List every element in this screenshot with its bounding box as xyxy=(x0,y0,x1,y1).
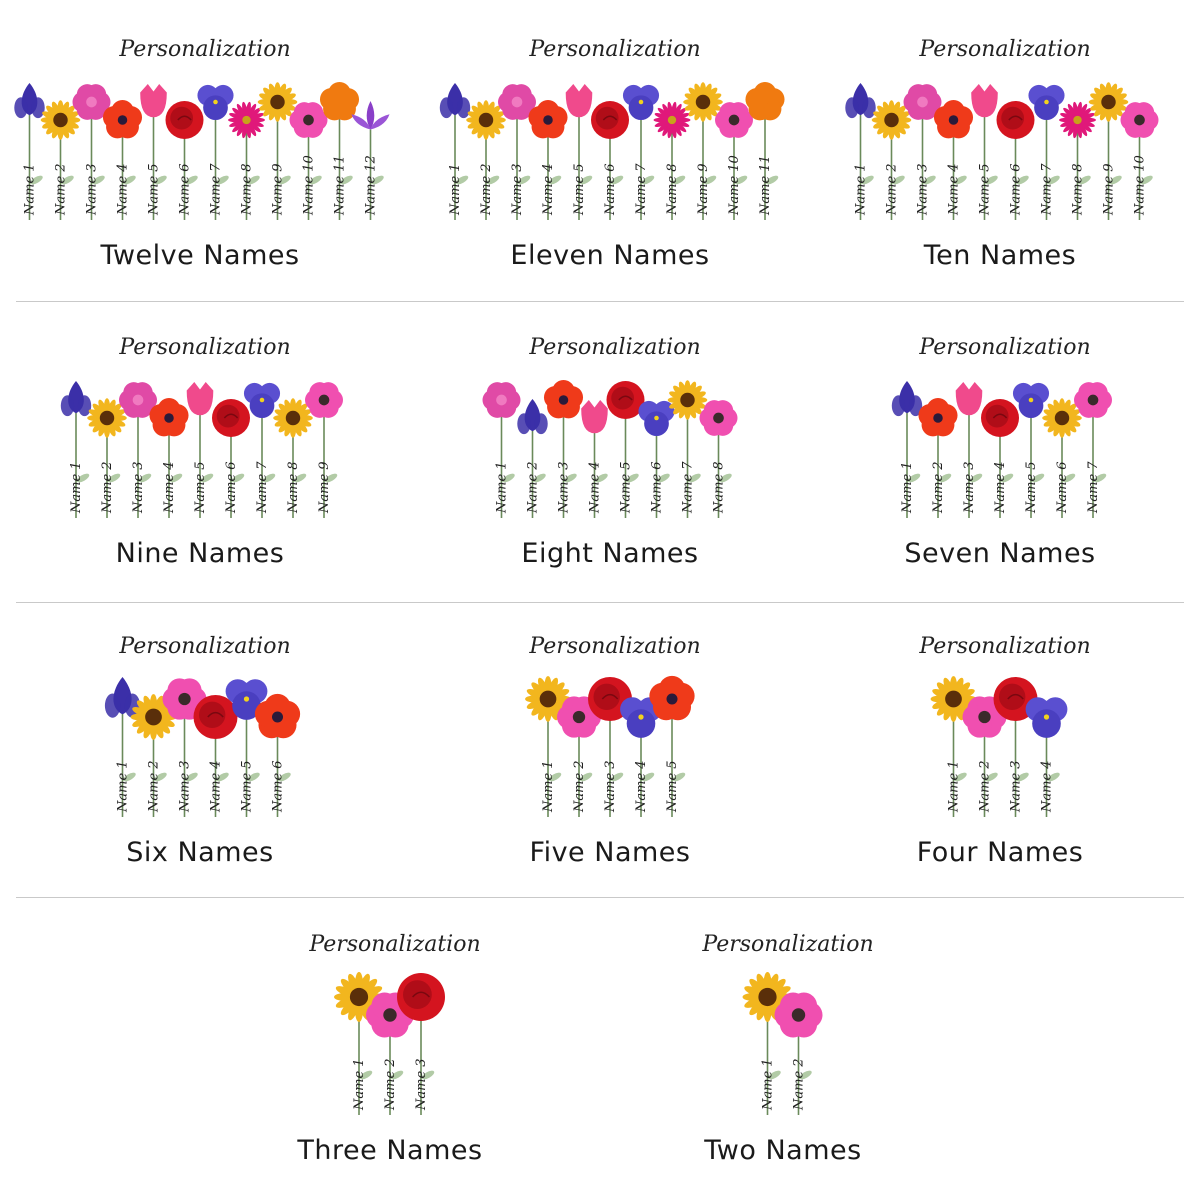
option-caption: Four Names xyxy=(916,837,1084,868)
name-label: Name 1 xyxy=(541,760,556,812)
option-eleven-names[interactable] xyxy=(410,30,810,280)
name-label: Name 3 xyxy=(177,760,193,812)
personalization-heading: Personalization xyxy=(919,37,1091,62)
option-caption: Twelve Names xyxy=(100,240,300,271)
option-seven-names[interactable] xyxy=(800,328,1200,578)
name-label: Name 3 xyxy=(414,1058,429,1110)
name-label: Name 9 xyxy=(696,163,711,215)
name-label: Name 1 xyxy=(853,163,869,215)
flower-illustration xyxy=(800,328,1200,528)
name-label: Name 6 xyxy=(603,163,618,215)
name-label: Name 6 xyxy=(224,461,239,513)
name-label: Name 3 xyxy=(84,163,100,215)
name-label: Name 3 xyxy=(510,163,525,215)
name-label: Name 8 xyxy=(239,163,255,215)
personalization-heading: Personalization xyxy=(119,335,291,360)
name-label: Name 2 xyxy=(146,760,162,812)
name-label: Name 2 xyxy=(53,163,69,215)
name-label: Name 4 xyxy=(634,760,649,812)
flower-illustration xyxy=(800,30,1200,230)
name-label: Name 10 xyxy=(1132,155,1148,215)
flower-illustration xyxy=(410,30,810,230)
option-caption: Eight Names xyxy=(521,538,699,569)
option-ten-names[interactable] xyxy=(800,30,1200,280)
name-label: Name 2 xyxy=(383,1058,398,1110)
flower-illustration xyxy=(0,328,400,528)
name-label: Name 9 xyxy=(270,163,286,215)
name-label: Name 8 xyxy=(711,461,727,513)
name-label: Name 7 xyxy=(1086,461,1101,513)
name-label: Name 1 xyxy=(900,461,915,513)
name-label: Name 11 xyxy=(758,155,773,215)
personalization-heading: Personalization xyxy=(119,37,291,62)
personalization-heading: Personalization xyxy=(919,634,1091,659)
name-label: Name 4 xyxy=(115,163,131,215)
option-three-names[interactable] xyxy=(190,925,590,1175)
name-label: Name 3 xyxy=(1008,760,1024,812)
row-divider xyxy=(16,301,1184,302)
name-label: Name 7 xyxy=(208,163,224,215)
option-caption: Seven Names xyxy=(904,538,1096,569)
name-label: Name 2 xyxy=(100,461,115,513)
name-label: Name 4 xyxy=(587,461,603,513)
option-twelve-names[interactable] xyxy=(0,30,400,280)
name-label: Name 6 xyxy=(1055,461,1070,513)
name-label: Name 5 xyxy=(146,163,162,215)
name-label: Name 2 xyxy=(572,760,587,812)
name-label: Name 5 xyxy=(665,760,680,812)
row-divider xyxy=(16,602,1184,603)
name-label: Name 1 xyxy=(352,1058,367,1110)
name-label: Name 3 xyxy=(915,163,931,215)
name-label: Name 4 xyxy=(993,461,1008,513)
personalization-heading: Personalization xyxy=(529,634,701,659)
name-label: Name 1 xyxy=(69,461,84,513)
option-eight-names[interactable] xyxy=(410,328,810,578)
name-label: Name 5 xyxy=(1024,461,1039,513)
name-label: Name 2 xyxy=(977,760,993,812)
name-label: Name 6 xyxy=(649,461,665,513)
name-label: Name 5 xyxy=(239,760,255,812)
personalization-heading: Personalization xyxy=(919,335,1091,360)
name-label: Name 2 xyxy=(479,163,494,215)
option-two-names[interactable] xyxy=(583,925,983,1175)
name-label: Name 1 xyxy=(115,760,131,812)
flower-illustration xyxy=(190,925,590,1125)
name-label: Name 4 xyxy=(208,760,224,812)
name-label: Name 5 xyxy=(572,163,587,215)
name-label: Name 2 xyxy=(525,461,541,513)
personalization-heading: Personalization xyxy=(309,932,481,957)
name-label: Name 1 xyxy=(448,163,463,215)
name-label: Name 2 xyxy=(884,163,900,215)
personalization-heading: Personalization xyxy=(119,634,291,659)
option-caption: Eleven Names xyxy=(510,240,710,271)
flower-illustration xyxy=(410,627,810,827)
option-six-names[interactable] xyxy=(0,627,400,877)
personalization-heading: Personalization xyxy=(702,932,874,957)
name-label: Name 10 xyxy=(301,155,317,215)
name-label: Name 3 xyxy=(962,461,977,513)
name-label: Name 7 xyxy=(255,461,270,513)
name-label: Name 1 xyxy=(494,461,510,513)
flower-illustration xyxy=(410,328,810,528)
option-caption: Two Names xyxy=(704,1135,862,1166)
name-label: Name 2 xyxy=(791,1058,807,1110)
name-label: Name 1 xyxy=(22,163,38,215)
name-label: Name 7 xyxy=(680,461,696,513)
option-caption: Nine Names xyxy=(115,538,285,569)
name-label: Name 5 xyxy=(977,163,993,215)
name-label: Name 10 xyxy=(727,155,742,215)
row-divider xyxy=(16,897,1184,898)
name-label: Name 8 xyxy=(665,163,680,215)
name-label: Name 4 xyxy=(541,163,556,215)
flower-illustration xyxy=(0,627,400,827)
name-label: Name 3 xyxy=(131,461,146,513)
name-label: Name 6 xyxy=(270,760,286,812)
name-label: Name 3 xyxy=(603,760,618,812)
personalization-heading: Personalization xyxy=(529,335,701,360)
option-caption: Five Names xyxy=(529,837,691,868)
name-label: Name 7 xyxy=(634,163,649,215)
name-label: Name 1 xyxy=(946,760,962,812)
name-label: Name 4 xyxy=(946,163,962,215)
name-label: Name 6 xyxy=(1008,163,1024,215)
option-caption: Ten Names xyxy=(923,240,1077,271)
option-nine-names[interactable] xyxy=(0,328,400,578)
option-caption: Three Names xyxy=(297,1135,483,1166)
name-label: Name 9 xyxy=(317,461,332,513)
name-label: Name 9 xyxy=(1101,163,1117,215)
name-label: Name 4 xyxy=(162,461,177,513)
option-caption: Six Names xyxy=(126,837,274,868)
option-four-names[interactable] xyxy=(800,627,1200,877)
flower-illustration xyxy=(0,30,400,230)
name-label: Name 3 xyxy=(556,461,572,513)
option-five-names[interactable] xyxy=(410,627,810,877)
name-label: Name 12 xyxy=(363,155,379,215)
name-label: Name 5 xyxy=(618,461,634,513)
flower-illustration xyxy=(800,627,1200,827)
name-label: Name 2 xyxy=(931,461,946,513)
name-label: Name 7 xyxy=(1039,163,1055,215)
name-label: Name 1 xyxy=(760,1058,776,1110)
flower-illustration xyxy=(583,925,983,1125)
personalization-heading: Personalization xyxy=(529,37,701,62)
name-label: Name 8 xyxy=(1070,163,1086,215)
name-label: Name 6 xyxy=(177,163,193,215)
name-label: Name 8 xyxy=(286,461,301,513)
name-label: Name 4 xyxy=(1039,760,1055,812)
name-label: Name 5 xyxy=(193,461,208,513)
name-label: Name 11 xyxy=(332,155,348,215)
